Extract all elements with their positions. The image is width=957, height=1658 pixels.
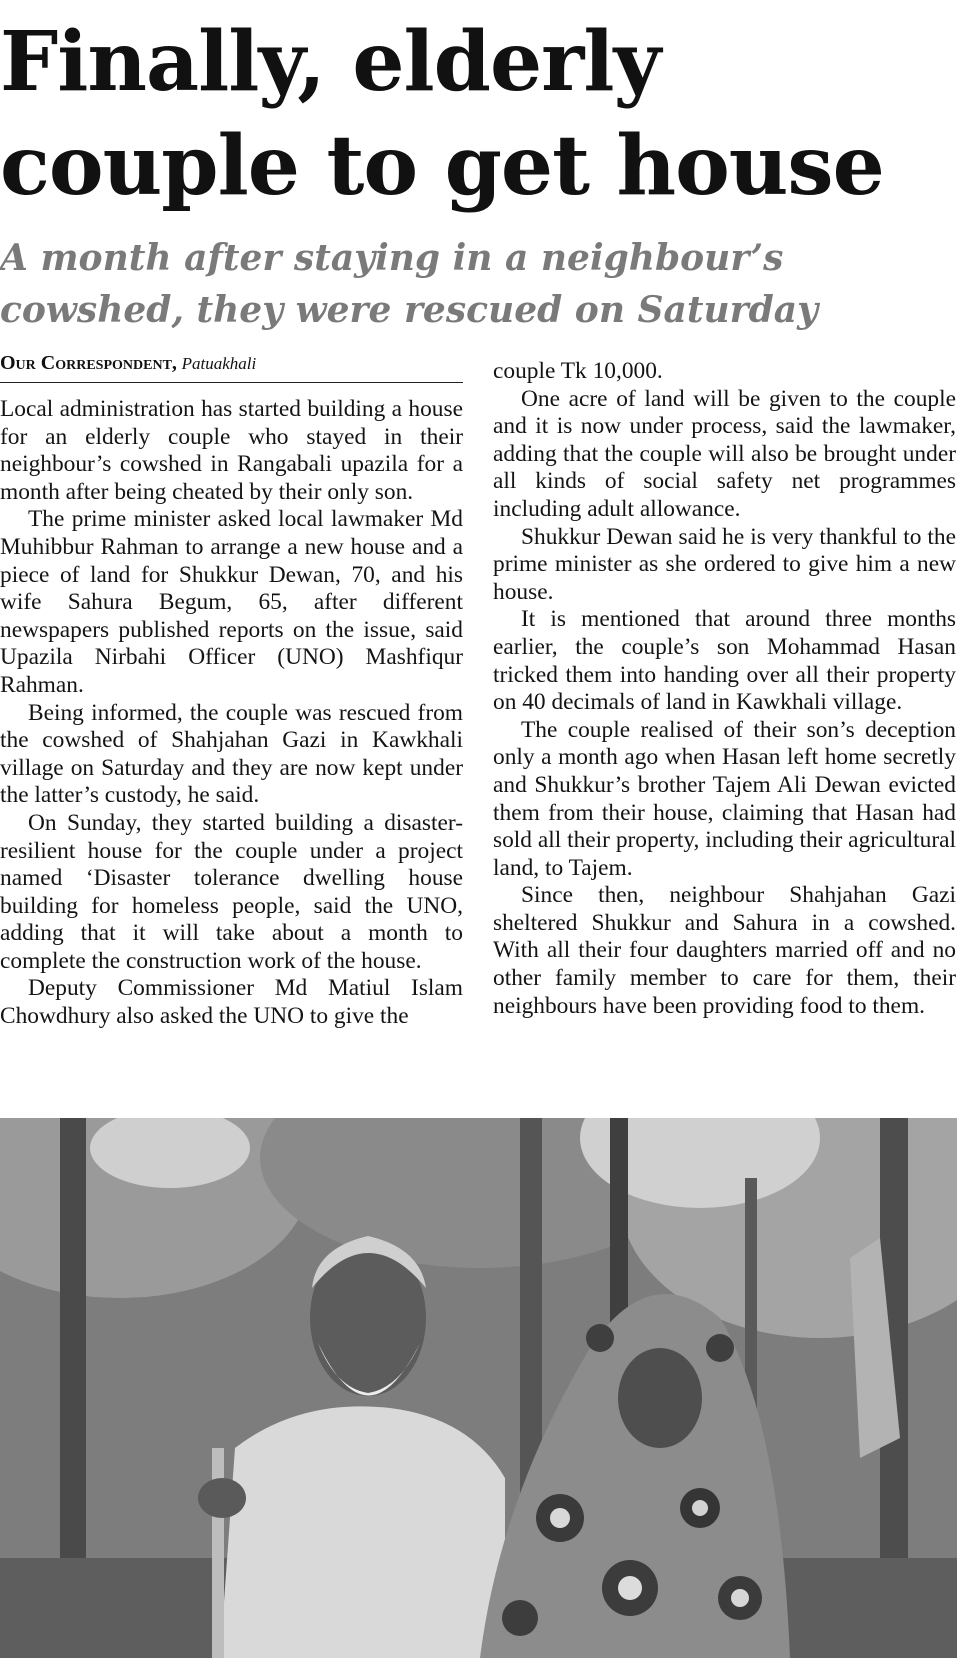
- headline: Finally, elderly couple to get house: [0, 14, 884, 214]
- article-paragraph: Deputy Commissioner Md Matiul Islam Chowdhury also asked the UNO to give the: [0, 975, 463, 1030]
- article-paragraph-continued: couple Tk 10,000.: [493, 358, 663, 384]
- article-paragraph: One acre of land will be given to the couple and it is now under process, said the lawmaker, adding that the couple will also be brought under all kinds of social safety net programmes including adult allowance.: [493, 385, 956, 522]
- article-photo: [0, 1118, 957, 1658]
- article-paragraph: Since then, neighbour Shahjahan Gazi sheltered Shukkur and Sahura in a cowshed. With all their four daughters married off and no other family member to care for them, their neighbours have been providing food to them.: [493, 882, 956, 1019]
- article-column-2: [493, 358, 956, 1020]
- article-paragraph: Local administration has started building a house for an elderly couple who stayed in their neighbour’s cowshed in Rangabali upazila for a month after being cheated by their only son.: [0, 396, 463, 505]
- article-paragraph: It is mentioned that around three months earlier, the couple’s son Mohammad Hasan tricked them into handing over all their property on 40 decimals of land in Kawkhali village.: [493, 606, 956, 716]
- article-paragraph: Being informed, the couple was rescued from the cowshed of Shahjahan Gazi in Kawkhali village on Saturday and they are now kept under the latter’s custody, he said.: [0, 699, 463, 809]
- article-paragraph: The prime minister asked local lawmaker Md Muhibbur Rahman to arrange a new house and a piece of land for Shukkur Dewan, 70, and his wife Sahura Begum, 65, after different newspapers published reports on the issue, said Upazila Nirbahi Officer (UNO) Mashfiqur Rahman.: [0, 506, 463, 698]
- byline-location: Patuakhali: [181, 354, 257, 373]
- article-column-1: [0, 396, 463, 1031]
- byline: [0, 352, 463, 383]
- article-paragraph: On Sunday, they started building a disaster-resilient house for the couple under a project named ‘Disaster tolerance dwelling house building for homeless people, said the UNO, adding that it will take about a month to complete the construction work of the house.: [0, 809, 463, 974]
- subheadline: A month after staying in a neighbour’s cowshed, they were rescued on Saturday: [0, 237, 819, 331]
- photo-elderly-couple: [0, 1118, 957, 1658]
- article-paragraph: Shukkur Dewan said he is very thankful to the prime minister as she ordered to give him a new house.: [493, 523, 956, 605]
- byline-author: Our Correspondent,: [0, 352, 177, 374]
- article-paragraph: The couple realised of their son’s deception only a month ago when Hasan left home secretly and Shukkur’s brother Tajem Ali Dewan evicted them from their house, claiming that Hasan had sold all their property, including their agricultural land, to Tajem.: [493, 716, 956, 881]
